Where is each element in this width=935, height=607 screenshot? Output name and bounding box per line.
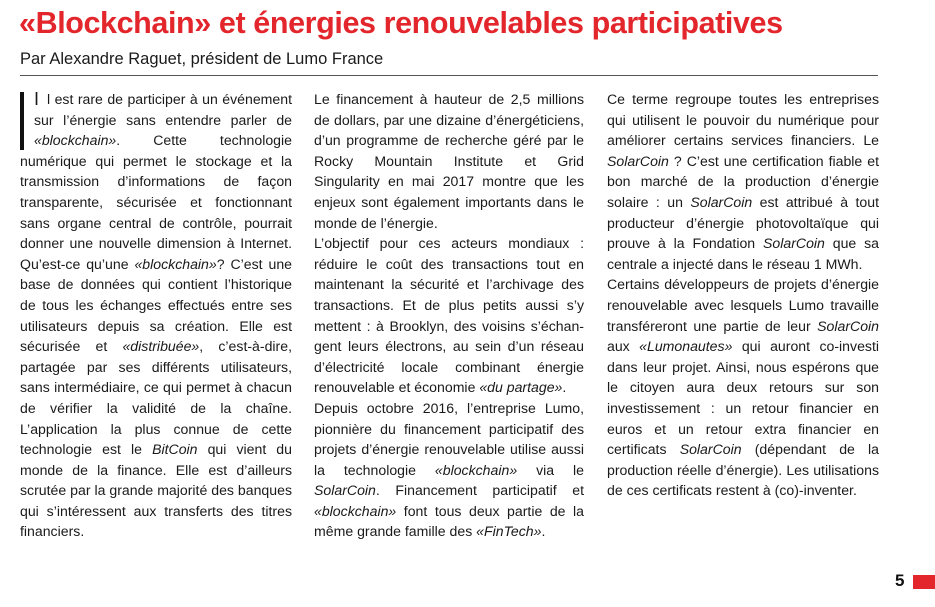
- emphasis: SolarCoin: [607, 152, 669, 169]
- article-title: «Blockchain» et énergies renouvelables participatives: [19, 6, 783, 40]
- paragraph: [607, 89, 879, 274]
- text-run: Depuis octobre 2016, l’entreprise Lumo, pionnière du financement participatif des projets d’énergie renouvelable utilise aussi la technologie: [314, 399, 584, 478]
- text-run: .: [562, 379, 567, 396]
- column-1: [20, 89, 292, 542]
- text-run: (dépendant de la production réelle d’énergie). Les utilisations de ces certificats restent à (co)-inventer.: [607, 441, 880, 499]
- emphasis: SolarCoin: [690, 193, 753, 210]
- text-run: que sa centrale a injecté dans le réseau 1 MWh.: [607, 235, 879, 272]
- article-byline: Par Alexandre Raguet, président de Lumo France: [20, 50, 384, 68]
- text-run: Certains développeurs de projets d’énergie renouvelable avec lesquels Lumo travaille transféreront une partie de leur: [607, 276, 879, 334]
- drop-cap-bar: [20, 92, 24, 150]
- header-divider: [20, 75, 878, 76]
- emphasis: SolarCoin: [679, 441, 742, 458]
- emphasis: «blockchain»: [434, 461, 518, 478]
- emphasis: «blockchain»: [34, 132, 117, 149]
- text-run: . Financement participatif et: [375, 482, 584, 499]
- text-run: qui auront co-investi dans leur projet. Ainsi, nous espérons que le citoyen aura deux retours sur son investissement : un retour financier en euros et un retour extra financier en certificats: [607, 338, 879, 458]
- text-run: , c’est-à-dire, partagée par ses différents utilisateurs, sans intermédiaire, ce qui permet à chacun de vérifier la validité de la chaîne. L’application la plus connue de cette technologie est le: [20, 338, 292, 458]
- text-run: est attribué à tout producteur d’énergie photovoltaïque qui prouve à la Fondation: [607, 193, 879, 252]
- emphasis: «Lumonautes»: [639, 338, 733, 355]
- column-2: [314, 89, 584, 542]
- text-run: via le: [517, 461, 584, 478]
- emphasis: «du partage»: [479, 379, 563, 396]
- paragraph: Le financement à hauteur de 2,5 millions de dollars, par une dizaine d’énergéticiens, d’un programme de recherche géré par le Rocky Mountain Institute et Grid Singularity en mai 2017 montre que les enjeux sont également importants dans le monde de l’énergie.: [314, 91, 584, 231]
- emphasis: «FinTech»: [476, 523, 542, 540]
- emphasis: «distribuée»: [122, 338, 200, 355]
- paragraph: [314, 233, 584, 398]
- paragraph: [20, 89, 292, 542]
- text-run: aux: [607, 338, 640, 355]
- text-run: . Cette technologie numérique qui permet le stockage et la transmission d’informations de façon transparente, sécurisée et fonctionnant sans organe central de contrôle, pourrait donner une nouvelle dimension à Internet. Qu’est-ce qu’une: [20, 132, 292, 272]
- text-run: font tous deux partie de la même grande famille des: [314, 502, 584, 540]
- paragraph: [607, 274, 879, 501]
- emphasis: SolarCoin: [314, 482, 376, 499]
- drop-cap: I: [34, 89, 40, 109]
- emphasis: «blockchain»: [314, 502, 397, 519]
- emphasis: «blockchain»: [134, 255, 217, 272]
- text-run: l est rare de participer à un événement sur l’énergie sans entendre parler de: [34, 91, 292, 128]
- text-run: .: [541, 523, 546, 540]
- text-run: L’objectif pour ces acteurs mondiaux : réduire le coût des transactions tout en maintenant la sécurité et l’archivage des transactions. Et de plus petits aussi s’y mettent : à Brooklyn, des voisins s’échangent leurs électrons, au sein d’un réseau d’électricité locale combinant énergie renouvelable et économie: [314, 235, 584, 396]
- emphasis: SolarCoin: [763, 235, 825, 252]
- text-run: ? C’est une base de données qui contient l’historique de tous les échanges effectués entre ses utilisateurs depuis sa création. Elle est sécurisée et: [20, 255, 293, 355]
- text-run: Ce terme regroupe toutes les entreprises qui utilisent le pouvoir du numérique pour améliorer certains services financiers. Le: [607, 91, 879, 149]
- text-run: ? C’est une certification fiable et bon marché de la production d’énergie solaire : un: [607, 152, 879, 210]
- page-number: 5: [895, 571, 905, 590]
- column-3: [607, 89, 879, 501]
- text-run: qui vient du monde de la finance. Elle est d’ailleurs scrutée par la grande majorité des banques qui s’intéressent aux transferts des titres financiers.: [20, 441, 292, 540]
- paragraph: [314, 398, 584, 542]
- page-marker: [913, 575, 935, 589]
- emphasis: BitCoin: [152, 441, 198, 458]
- emphasis: SolarCoin: [817, 317, 879, 334]
